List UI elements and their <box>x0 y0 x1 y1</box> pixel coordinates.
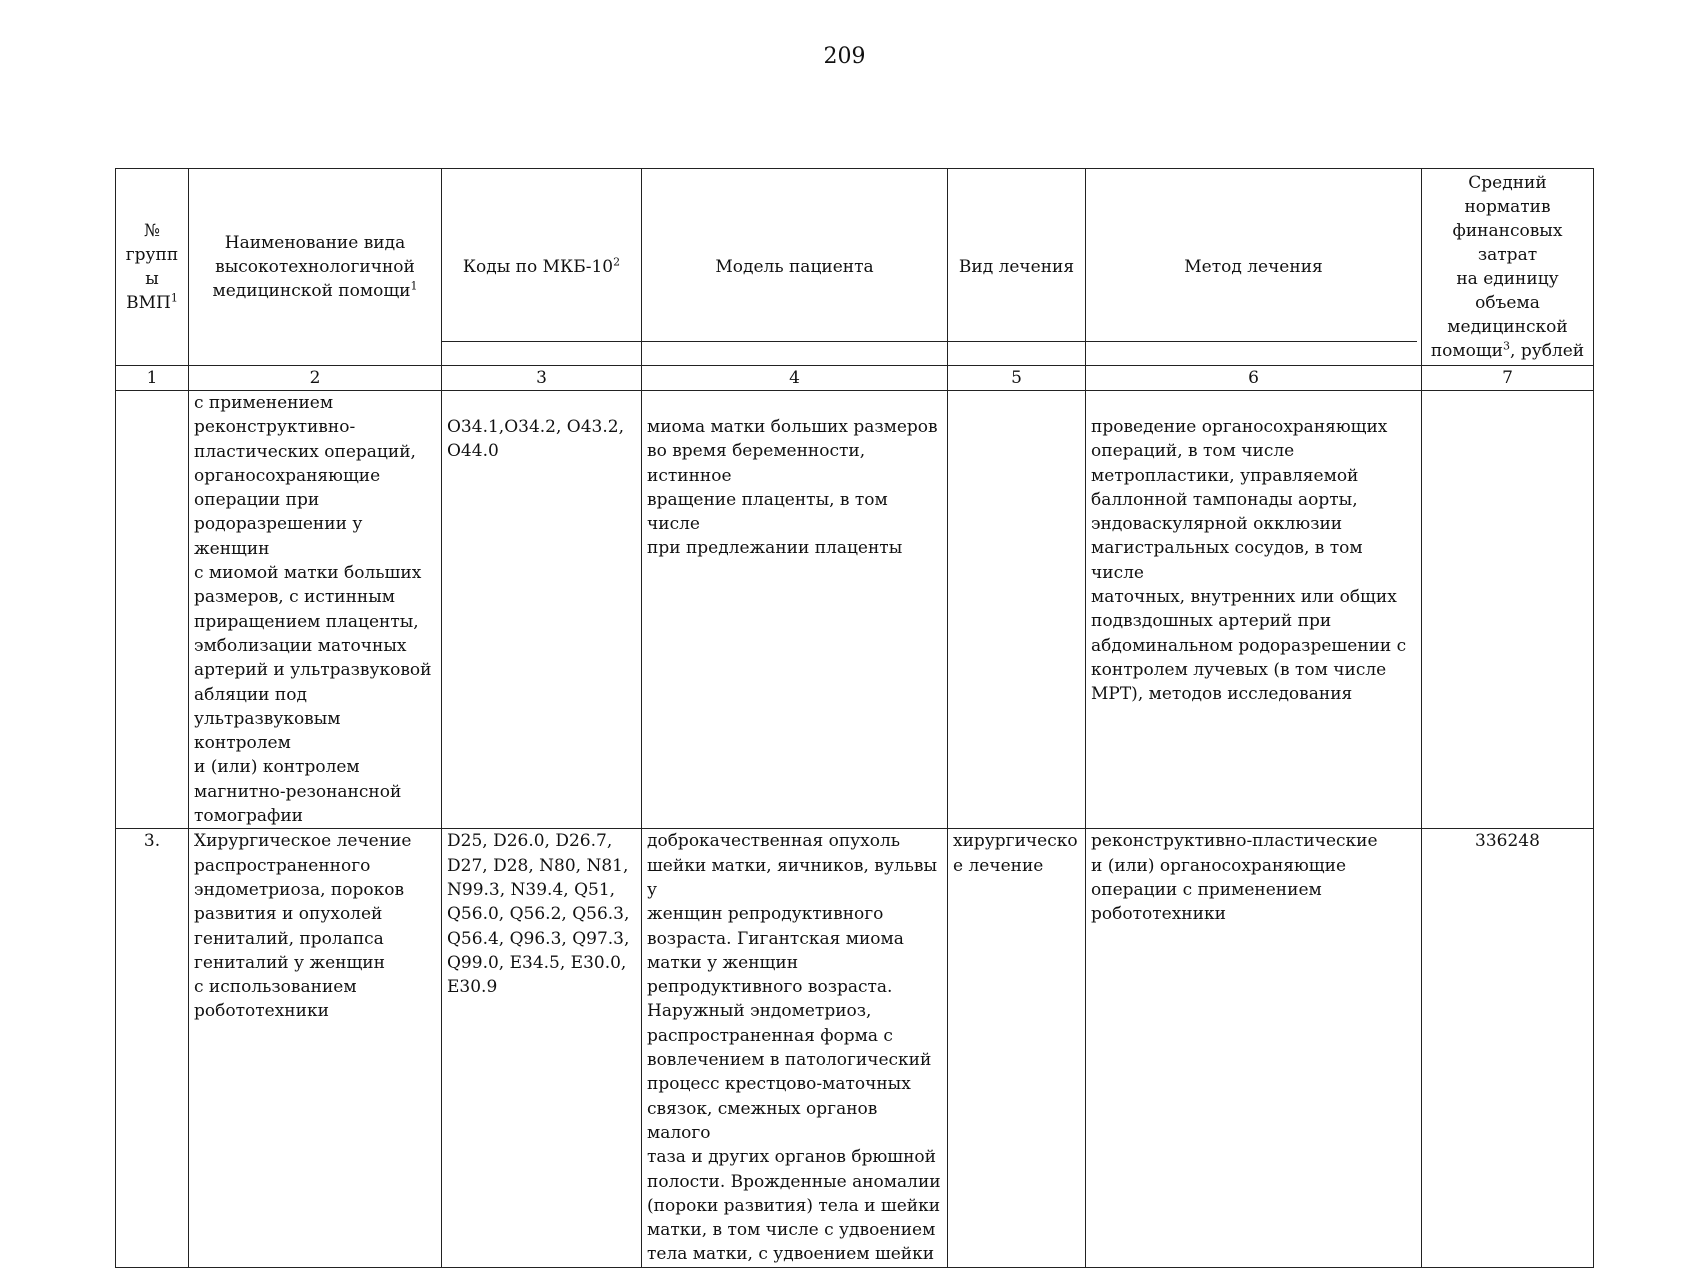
treatment-type-cell: хирургическо е лечение <box>948 829 1086 1267</box>
header-icd-codes: Коды по МКБ-$10^2$ <box>442 169 642 366</box>
column-number: 2 <box>189 366 442 391</box>
sub-row-rule <box>441 341 1080 342</box>
header-cost-standard: Средний норматив финансовых затрат на единицу объема медицинской помощи$^3$, рублей <box>1422 169 1594 366</box>
care-type-name-cell: с применением реконструктивно- пластических операций, органосохраняющие операции при родоразрешении у женщин с миомой матки больших размеров, с истинным приращением плаценты, эмболизации маточных артерий и ультразвуковой абляции под ультразвуковым контролем и (или) контролем магнитно-резонансной томографии <box>189 391 442 829</box>
patient-model-cell: миома матки больших размеров во время беременности, истинное вращение плаценты, в том числе при предлежании плаценты <box>642 391 948 829</box>
cost-cell <box>1422 391 1594 829</box>
column-number: 6 <box>1086 366 1422 391</box>
icd-codes-cell: D25, D26.0, D26.7, D27, D28, N80, N81, N99.3, N39.4, Q51, Q56.0, Q56.2, Q56.3, Q56.4, Q96.3, Q97.3, Q99.0, E34.5, E30.0, E30.9 <box>442 829 642 1267</box>
header-treatment-type: Вид лечения <box>948 169 1086 366</box>
column-number-row <box>116 366 1594 391</box>
header-treatment-method: Метод лечения <box>1086 169 1422 366</box>
care-type-name-cell: Хирургическое лечение распространенного эндометриоза, пороков развития и опухолей гениталий, пролапса гениталий у женщин с использованием робототехники <box>189 829 442 1267</box>
column-number: 1 <box>116 366 189 391</box>
sub-row-rule <box>1080 341 1417 342</box>
header-row <box>116 169 1594 366</box>
column-number: 7 <box>1422 366 1594 391</box>
vmp-table <box>115 168 1594 1268</box>
icd-codes-cell: O34.1,O34.2, O43.2, O44.0 <box>442 391 642 829</box>
treatment-type-cell <box>948 391 1086 829</box>
treatment-method-cell: реконструктивно-пластические и (или) органосохраняющие операции с применением робототехники <box>1086 829 1422 1267</box>
table-row <box>116 829 1594 1267</box>
header-group-number: № групп ы ВМП$^1$ <box>116 169 189 366</box>
cost-cell: 336248 <box>1422 829 1594 1267</box>
column-number: 5 <box>948 366 1086 391</box>
table-row <box>116 391 1594 829</box>
page-number: 209 <box>823 44 866 69</box>
group-number-cell: 3. <box>116 829 189 1267</box>
header-care-type-name: Наименование вида высокотехнологичной медицинской помощи$^1$ <box>189 169 442 366</box>
column-number: 3 <box>442 366 642 391</box>
treatment-method-cell: проведение органосохраняющих операций, в том числе метропластики, управляемой баллонной тампонады аорты, эндоваскулярной окклюзии магистральных сосудов, в том числе маточных, внутренних или общих подвздошных артерий при абдоминальном родоразрешении с контролем лучевых (в том числе МРТ), методов исследования <box>1086 391 1422 829</box>
header-patient-model: Модель пациента <box>642 169 948 366</box>
column-number: 4 <box>642 366 948 391</box>
patient-model-cell: доброкачественная опухоль шейки матки, яичников, вульвы у женщин репродуктивного возраста. Гигантская миома матки у женщин репродуктивного возраста. Наружный эндометриоз, распространенная форма с вовлечением в патологический процесс крестцово-маточных связок, смежных органов малого таза и других органов брюшной полости. Врожденные аномалии (пороки развития) тела и шейки матки, в том числе с удвоением тела матки, с удвоением шейки <box>642 829 948 1267</box>
group-number-cell <box>116 391 189 829</box>
